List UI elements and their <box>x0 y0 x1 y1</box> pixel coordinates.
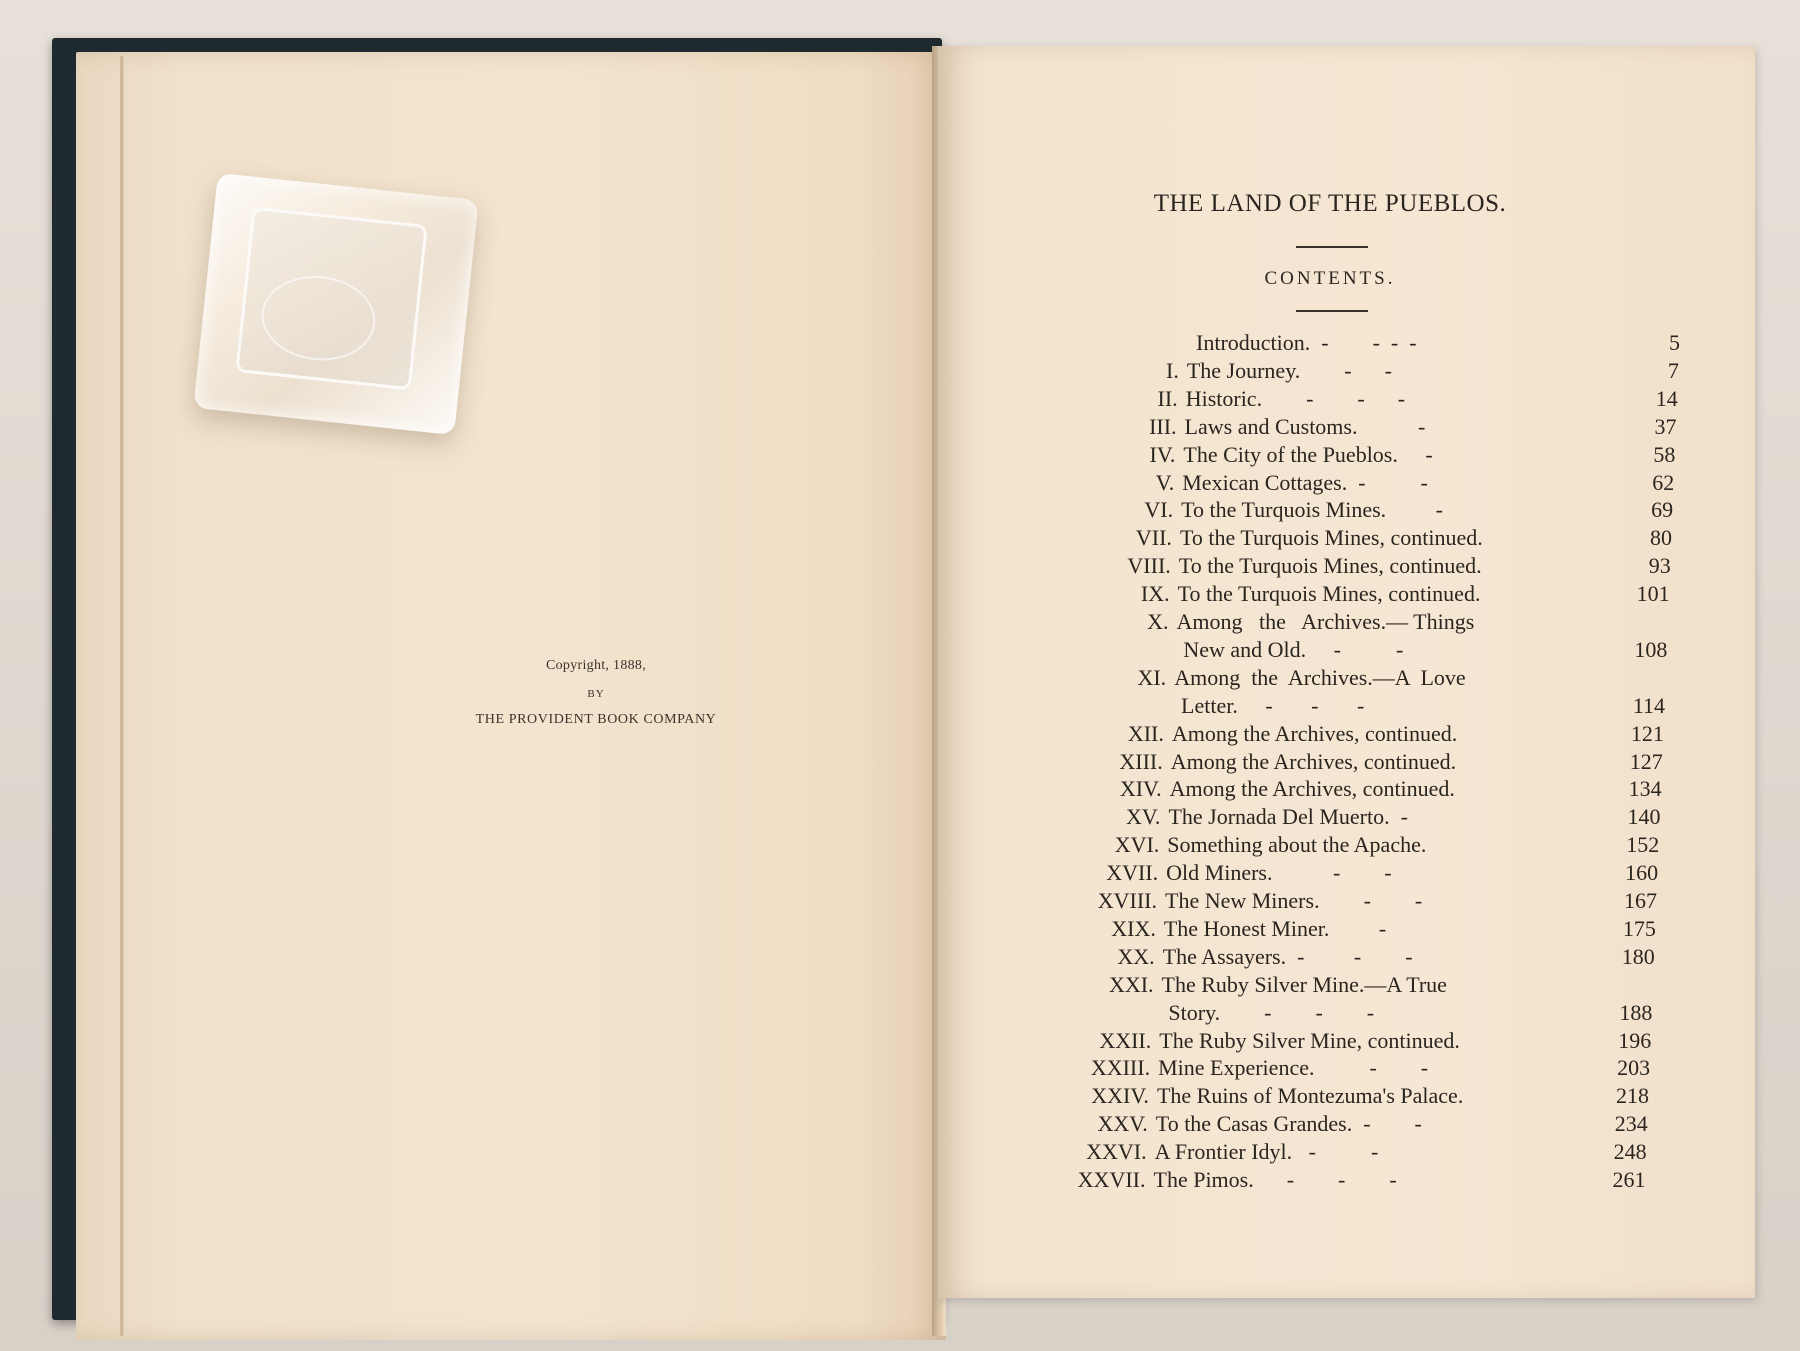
page-number: 5 <box>1669 330 1680 355</box>
contents-heading: CONTENTS. <box>1264 268 1396 289</box>
page-number: 152 <box>1626 832 1660 858</box>
chapter-number: XXI. <box>1108 971 1154 997</box>
chapter-title: To the Turquois Mines, continued. <box>1179 525 1483 551</box>
chapter-title: New and Old. - - <box>1183 636 1404 662</box>
chapter-number: VI. <box>1144 497 1174 523</box>
page-number: 58 <box>1653 441 1676 467</box>
chapter-title: To the Turquois Mines, continued. <box>1177 581 1481 607</box>
chapter-title: Letter. - - - <box>1181 692 1365 718</box>
chapter-number: IV. <box>1149 441 1176 467</box>
chapter-number: XI. <box>1137 664 1167 690</box>
publisher-name: THE PROVIDENT BOOK COMPANY <box>475 712 717 727</box>
chapter-title: The Jornada Del Muerto. - <box>1168 804 1408 830</box>
chapter-title: Among the Archives, continued. <box>1171 720 1458 746</box>
chapter-title: Among the Archives, continued. <box>1170 748 1457 774</box>
chapter-title: Story. - - - <box>1168 999 1375 1025</box>
chapter-title: To the Turquois Mines. - <box>1181 497 1443 523</box>
chapter-number: IX. <box>1140 581 1170 607</box>
chapter-number: XIX. <box>1111 915 1156 941</box>
chapter-number: XII. <box>1127 720 1164 746</box>
chapter-number: XVI. <box>1114 832 1160 858</box>
chapter-number: XX. <box>1117 943 1155 969</box>
title-rule <box>1296 246 1368 248</box>
chapter-number: VIII. <box>1127 553 1171 579</box>
chapter-number: XXVI. <box>1086 1139 1147 1165</box>
chapter-title: The Ruby Silver Mine, continued. <box>1159 1027 1460 1053</box>
page-number: 203 <box>1617 1055 1651 1081</box>
chapter-title: Old Miners. - - <box>1166 860 1392 886</box>
chapter-number: XIII. <box>1119 748 1163 774</box>
chapter-title: Mexican Cottages. - - <box>1182 469 1428 495</box>
chapter-title: Something about the Apache. <box>1167 832 1427 858</box>
chapter-title: The Honest Miner. - <box>1163 915 1387 941</box>
chapter-title: Among the Archives, continued. <box>1169 776 1455 802</box>
page-number: 134 <box>1628 776 1662 802</box>
copyright-block <box>420 658 772 728</box>
chapter-number: I. <box>1166 357 1179 383</box>
heading-rule <box>1296 310 1368 312</box>
page-number: 261 <box>1612 1167 1646 1192</box>
chapter-number: XV. <box>1125 804 1161 830</box>
chapter-title: Historic. - - - <box>1185 385 1406 411</box>
chapter-title: The New Miners. - - <box>1165 888 1423 913</box>
chapter-title: A Frontier Idyl. - - <box>1154 1139 1379 1165</box>
chapter-number: XXV. <box>1097 1111 1148 1137</box>
chapter-title: The Ruby Silver Mine.—A True <box>1161 971 1447 997</box>
chapter-title: The Ruins of Montezuma's Palace. <box>1156 1083 1464 1109</box>
chapter-title: The Assayers. - - - <box>1162 943 1413 969</box>
page-number: 108 <box>1634 636 1668 662</box>
chapter-title: Mine Experience. - - <box>1158 1055 1429 1081</box>
chapter-number: XIV. <box>1119 776 1162 802</box>
chapter-title: The City of the Pueblos. - <box>1183 441 1433 467</box>
page-number: 14 <box>1655 385 1678 411</box>
endpaper-fold <box>120 56 124 1336</box>
chapter-number: XXVII. <box>1077 1167 1146 1192</box>
chapter-number: XVII. <box>1106 860 1159 886</box>
copyright-by: BY <box>587 688 605 700</box>
chapter-title: Laws and Customs. - <box>1184 413 1426 439</box>
chapter-title: To the Casas Grandes. - - <box>1155 1111 1422 1137</box>
page-number: 188 <box>1619 999 1653 1025</box>
page-number: 218 <box>1615 1083 1649 1109</box>
page-number: 248 <box>1613 1139 1647 1165</box>
chapter-title: The Pimos. - - - <box>1153 1167 1397 1192</box>
page-number: 234 <box>1614 1111 1648 1137</box>
page-number: 175 <box>1622 915 1656 941</box>
page-number: 180 <box>1621 943 1655 969</box>
chapter-title: The Journey. - - <box>1186 357 1392 383</box>
glass-paperweight-icon <box>193 173 478 435</box>
page-number: 140 <box>1627 804 1661 830</box>
chapter-number: XVIII. <box>1097 888 1157 913</box>
chapter-title: To the Turquois Mines, continued. <box>1178 553 1482 579</box>
chapter-number: X. <box>1147 609 1169 634</box>
page-number: 37 <box>1654 413 1677 439</box>
page-number: 80 <box>1649 525 1672 551</box>
book-title: THE LAND OF THE PUEBLOS. <box>1153 190 1507 217</box>
page-number: 196 <box>1618 1027 1652 1053</box>
chapter-number: II. <box>1157 385 1178 411</box>
page-number: 62 <box>1652 469 1675 495</box>
chapter-title: Among the Archives.—A Love <box>1174 664 1466 690</box>
chapter-number: V. <box>1155 469 1175 495</box>
page-number: 114 <box>1632 692 1666 718</box>
chapter-number: XXIII. <box>1090 1055 1151 1081</box>
page-number: 69 <box>1651 497 1674 523</box>
chapter-number: XXII. <box>1099 1027 1152 1053</box>
chapter-title: Among the Archives.— Things <box>1176 609 1475 634</box>
chapter-number: VII. <box>1135 525 1172 551</box>
page-number: 127 <box>1629 748 1663 774</box>
chapter-number: III. <box>1149 413 1177 439</box>
page-number: 121 <box>1630 720 1664 746</box>
chapter-number: XXIV. <box>1091 1083 1149 1109</box>
copyright-line: Copyright, 1888, <box>545 658 647 673</box>
chapter-title: Introduction. - - - - <box>1196 330 1417 355</box>
page-number: 160 <box>1625 860 1659 886</box>
page-number: 167 <box>1624 888 1657 913</box>
page-number: 101 <box>1636 581 1670 607</box>
page-number: 93 <box>1648 553 1671 579</box>
page-number: 7 <box>1667 357 1679 383</box>
